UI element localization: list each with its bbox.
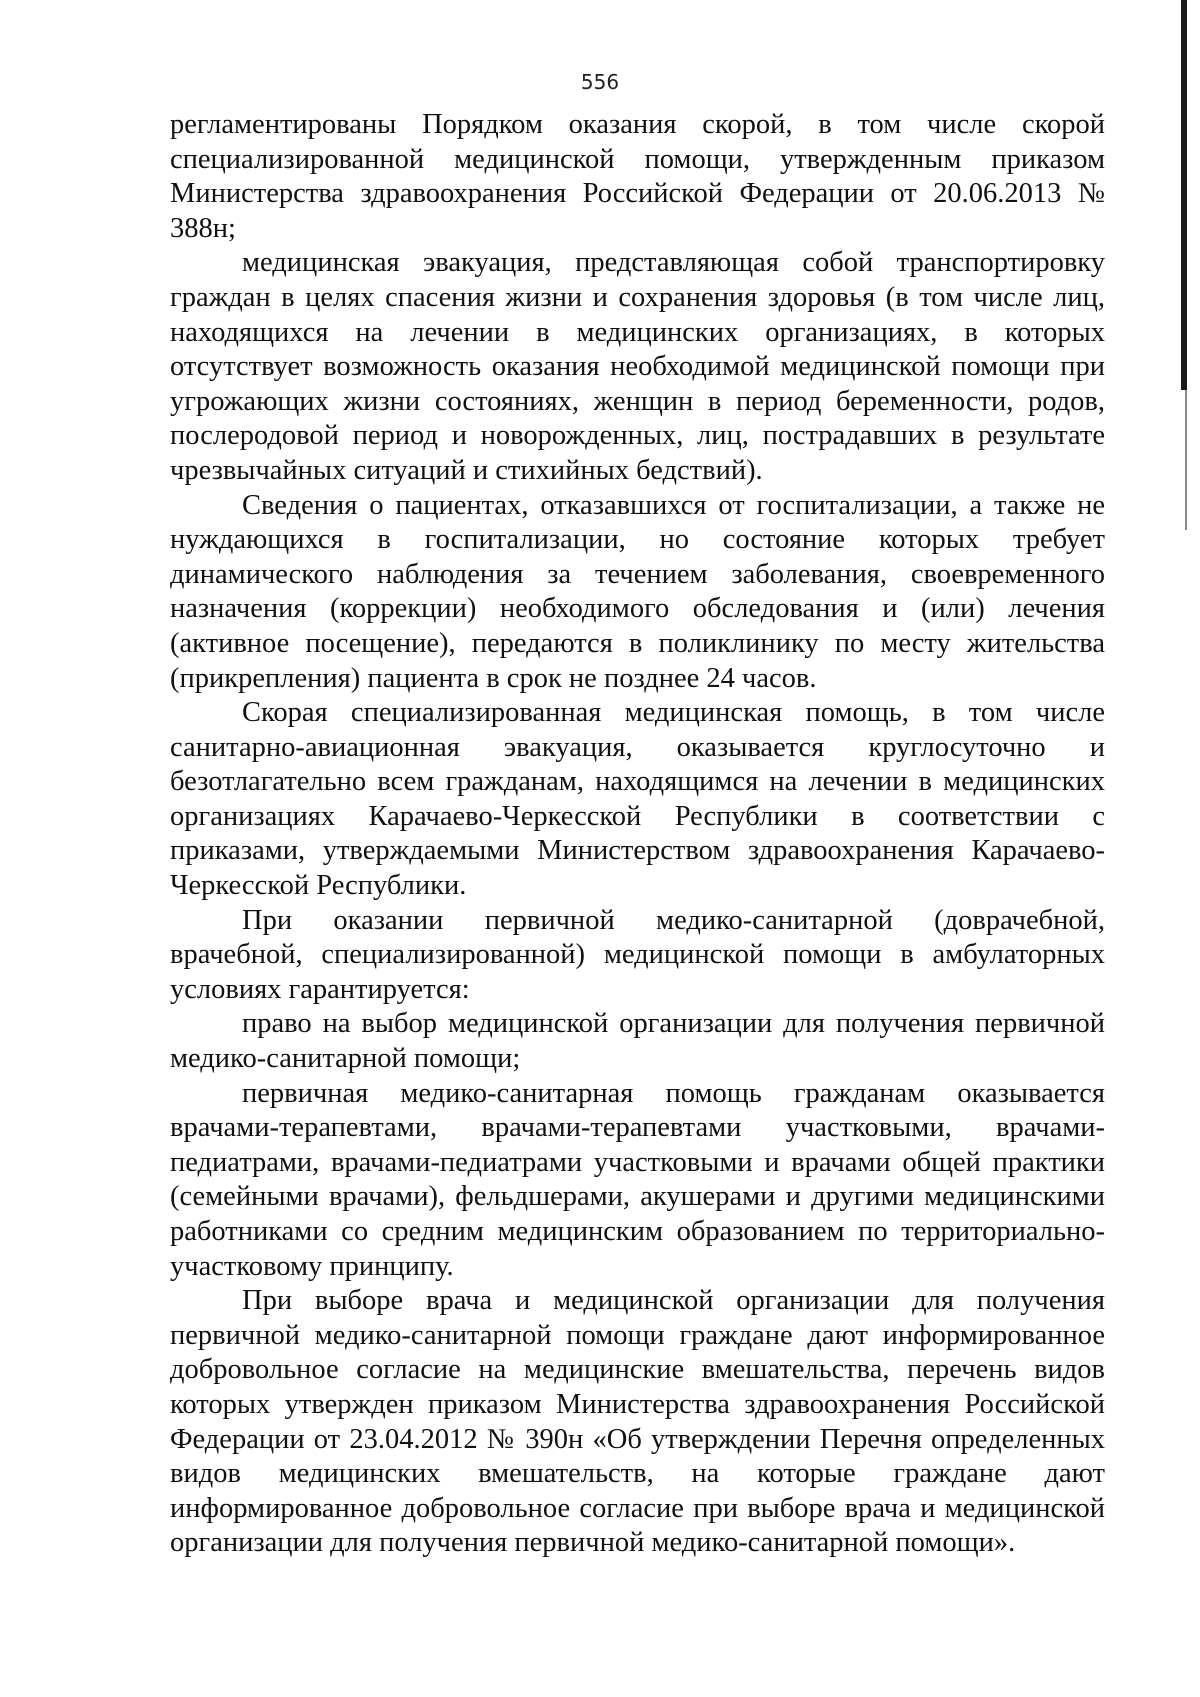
paragraph-continuation: регламентированы Порядком оказания скорой, в том числе скорой специализированной медицинской помощи, утвержденным приказом Министерства здравоохранения Российской Федерации от 20.06.2013 № 388н; [170, 109, 1105, 244]
page-number: 556 [580, 70, 620, 94]
document-body [170, 108, 1105, 1561]
paragraph-informed-consent: При выборе врача и медицинской организации для получения первичной медико-санитарной помощи граждане дают информированное добровольное согласие на медицинские вмешательства, перечень видов которых утвержден приказом Министерства здравоохранения Российской Федерации от 23.04.2012 № 390н «Об утверждении Перечня определенных видов медицинских вмешательств, на которые граждане дают информированное добровольное согласие при выборе врача и медицинской организации для получения первичной медико-санитарной помощи». [170, 1285, 1105, 1559]
paragraph-primary-care-providers: первичная медико-санитарная помощь гражданам оказывается врачами-терапевтами, врачами-терапевтами участковыми, врачами-педиатрами, врачами-педиатрами участковыми и врачами общей практики (семейными врачами), фельдшерами, акушерами и другими медицинскими работниками со средним медицинским образованием по территориально-участковому принципу. [170, 1077, 1105, 1282]
paragraph-medical-evacuation: медицинская эвакуация, представляющая собой транспортировку граждан в целях спасения жизни и сохранения здоровья (в том числе лиц, находящихся на лечении в медицинских организациях, в которых отсутствует возможность оказания необходимой медицинской помощи при угрожающих жизни состояниях, женщин в период беременности, родов, послеродовой период и новорожденных, лиц, пострадавших в результате чрезвычайных ситуаций и стихийных бедствий). [170, 247, 1105, 486]
paragraph-patient-info: Сведения о пациентах, отказавшихся от госпитализации, а также не нуждающихся в госпитализации, но состояние которых требует динамического наблюдения за течением заболевания, своевременного назначения (коррекции) необходимого обследования и (или) лечения (активное посещение), передаются в поликлинику по месту жительства (прикрепления) пациента в срок не позднее 24 часов. [170, 489, 1105, 694]
scan-edge-mark-thin [1185, 390, 1187, 530]
paragraph-specialized-care: Скорая специализированная медицинская помощь, в том числе санитарно-авиационная эвакуация, оказывается круглосуточно и безотлагательно всем гражданам, находящимся на лечении в медицинских организациях Карачаево-Черкесской Республики в соответствии с приказами, утверждаемыми Министерством здравоохранения Карачаево-Черкесской Республики. [170, 697, 1105, 902]
paragraph-right-to-choose: право на выбор медицинской организации для получения первичной медико-санитарной помощи; [170, 1008, 1105, 1075]
paragraph-primary-care-guarantee: При оказании первичной медико-санитарной (доврачебной, врачебной, специализированной) медицинской помощи в амбулаторных условиях гарантируется: [170, 904, 1105, 1005]
scan-edge-mark [1181, 0, 1187, 390]
